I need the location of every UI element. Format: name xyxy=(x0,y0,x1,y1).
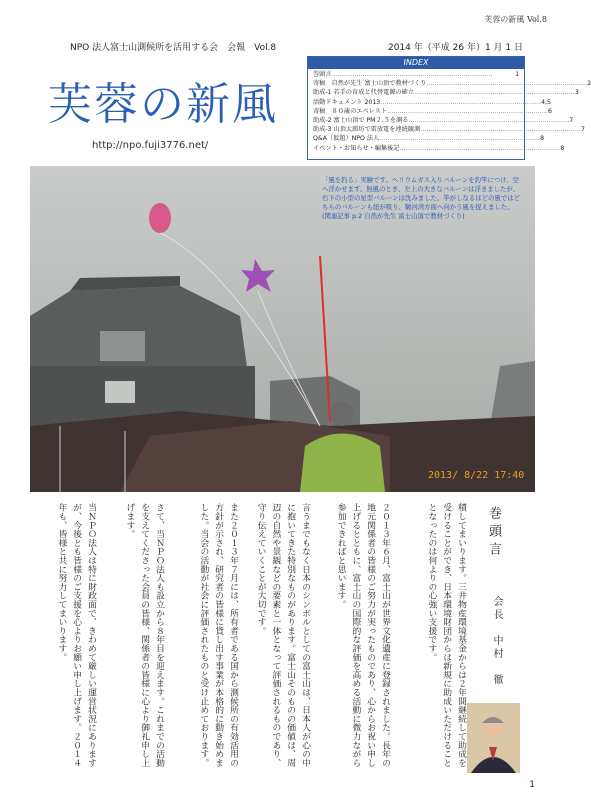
index-heading: INDEX xyxy=(308,57,524,69)
article-author: 会長 中村 徹 xyxy=(491,596,502,687)
index-leader: …………………………………………………………………… xyxy=(387,107,548,115)
index-item[interactable] xyxy=(313,98,551,107)
index-item[interactable] xyxy=(313,70,519,79)
index-item-label: 活動ドキュメント 2013 xyxy=(313,98,381,106)
photo-caption-text: 「風を釣る」実験です。ヘリウムガス入りバルーンを釣竿につけ、空へ浮かせます。無風のとき、左上の大きなバルーンは浮きましたが、右下の小型の星型バルーンは沈みました。竿がしなるほどの風ではどちらのバルーンも紐が吸り、駿河湾方面へ向かう風を捉えました。 xyxy=(322,176,520,211)
article-column-2: ２０１３年６月、富士山が世界文化遺産に登録されました。長年の地元関係者の皆様のご努力が実ったものであり、心からお祝い申し上げるとともに、富士山の国際的な評価を高める活動に微力ながら参加できればと思います。 xyxy=(335,503,390,767)
index-item-page: 6 xyxy=(547,107,552,115)
index-item-page: 7 xyxy=(569,117,574,125)
photo-caption xyxy=(322,176,520,221)
index-item-page: 1 xyxy=(515,71,519,78)
article-column-5: さて、当ＮＰＯ法人も設立から８年目を迎えます。これまでの活動を支えてくださった会員の皆様、関係者の皆様に心より御礼申し上げます。 xyxy=(124,503,164,767)
index-item[interactable] xyxy=(313,107,552,116)
index-leader: …………………………………………………………………… xyxy=(408,117,570,125)
portrait-image xyxy=(467,703,520,773)
index-item-page: 7 xyxy=(581,126,585,134)
index-item-label: 寄稿 自然が先生 富士山頂で教材づくり xyxy=(313,80,427,88)
index-item-label: 巻頭言 xyxy=(313,71,332,78)
index-item-label: Q&A（仮題）NPO 法人 xyxy=(313,135,380,143)
index-item-page: 8 xyxy=(560,144,565,152)
running-header: 芙蓉の新風 Vol.8 xyxy=(484,15,547,24)
index-item-label: 助成-1 若手の育成と代替電源の確立 xyxy=(313,89,414,97)
page-number: 1 xyxy=(529,780,535,790)
newsletter-title: 芙蓉の新風 xyxy=(48,79,278,130)
index-item-page: 2 xyxy=(587,80,591,88)
index-leader: …………………………………………………………………… xyxy=(399,144,561,152)
index-item[interactable] xyxy=(313,116,574,125)
index-leader: …………………………………………………………………… xyxy=(413,89,575,97)
index-item-page: 3 xyxy=(574,89,579,97)
index-item-page: 4,5 xyxy=(541,98,551,106)
article-column-1: 積してまいります。三井物産環境基金からは２年間継続して助成を受けることができ、日本環境財団からは新規に助成いただけることとなったのは何よりの心強い支援です。 xyxy=(426,503,466,767)
index-item-label: イベント・お知らせ・編集後記 xyxy=(313,144,400,152)
index-item[interactable] xyxy=(313,144,565,153)
index-box xyxy=(307,56,591,160)
person-green-jacket xyxy=(300,434,385,493)
index-item-label: 寄稿 ８０歳のエベレスト xyxy=(313,107,388,115)
index-item[interactable] xyxy=(313,88,579,97)
index-leader: …………………………………………………………………… xyxy=(426,80,588,88)
article-column-6: 当ＮＰＯ法人は特に財政面で、きわめて厳しい運営状況にありますが、今後とも皆様のご支援を心よりお願い申し上げます。２０１４年も、皆様と共に努力してまいります。 xyxy=(56,503,96,767)
building-sign xyxy=(100,331,145,361)
website-url[interactable]: http://npo.fuji3776.net/ xyxy=(92,140,209,151)
photo-date-stamp: 2013/ 8/22 17:40 xyxy=(428,470,525,481)
author-portrait xyxy=(467,703,520,773)
index-item-label: 助成-2 富士山頂で PM２.５を測る xyxy=(313,117,409,125)
article-column-4: また２０１３年７月には、所有者である国から測候所の有効活用の方針が示され、研究者の皆様に貸し出す事業が本格的に動き始めました。当会の活動が社会に評価されたものと受け止めております。 xyxy=(198,503,238,767)
article-title: 巻頭言 xyxy=(486,506,501,560)
photo-caption-ref: (関連記事 p.2 自然が先生 富士山頂で教材づくり) xyxy=(322,212,465,220)
index-item[interactable] xyxy=(313,79,591,88)
index-item[interactable] xyxy=(313,134,545,143)
round-balloon xyxy=(149,203,171,233)
issue-date: 2014 年（平成 26 年）1 月 1 日 xyxy=(388,43,523,53)
index-leader: …………………………………………………………………… xyxy=(379,135,541,143)
index-leader: …………………………………………………………………… xyxy=(331,71,493,78)
person-head xyxy=(330,402,354,426)
index-item-label: 助成-3 山頂太郎坊で雷放電を連続観測 xyxy=(313,126,421,134)
index-item-page: 8 xyxy=(540,135,545,143)
index-leader: …………………………………………………………………… xyxy=(380,98,542,106)
index-item[interactable] xyxy=(313,125,585,134)
article-column-3: 言うまでもなく日本のシンボルとしての富士山は、日本人が心の中に抱いてきた特別なものがあります。富士山そのものの価値は、周辺の自然や景観などの要素と一体となって評価されるものであり、守り伝えていくことが大切です。 xyxy=(255,503,310,767)
organization-line: NPO 法人富士山測候所を活用する会 会報 Vol.8 xyxy=(70,43,277,53)
index-leader: …………………………………………………………………… xyxy=(420,126,582,134)
index-list xyxy=(313,70,591,153)
